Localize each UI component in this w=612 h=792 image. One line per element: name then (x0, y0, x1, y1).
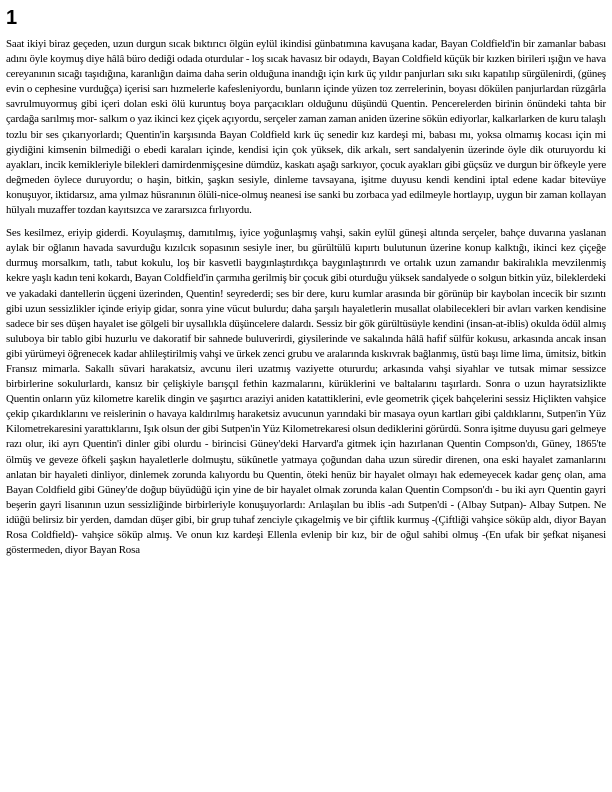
body-paragraph-2: Ses kesilmez, eriyip giderdi. Koyulaşmış, damıtılmış, iyice yoğunlaşmış vahşi, sakin eylül güneşi altında serçeler, bahçe duvarına yaslanan aylak bir oğlanın havada savurduğu kızılcık sopasının sesiyle iner, bu gürültülü kıpırtı bulutunun üzerine konup kalktığı, ikinci kez çiçeğe durmuş morsalkım, tatlı, tabut kokulu, loş bir kasvetli baygınlaştırdıkça baygınlaştırırdı ve ortalık uzun zamandır bakiralıkla mevzilenmiş kekre yaşlı kadın teni kokardı, Bayan Coldfield'in çarmıha gerilmiş bir çocuk gibi oturduğu yüksek sandalyede o solgun bitkin yüz, bileklerdeki ve yakadaki dantellerin üçgeni üzerinden, Quentin! seyrederdi; ses bir dere, kuru kumlar arasında bir görünüp bir kaybolan incecik bir sızıntı gibi uzun sessizlikler içinde eriyip gidar, sonra yine vücut bulurdu; daha şarşılı hayaletlerin musallat olabilecekleri bir avları varken kendisine sadece bir ses düşen hayalet ise gölgeli bir uysallıkla düşüncelere dalardı. Sessiz bir gök gürültüsüyle kendini (insan-at-iblis) okulda ödül almış suluboya bir tablo gibi huzurlu ve dakoratif bir sahnede buluverirdi, giysilerinde ve sakalında hâlâ hafif sülfür kokusu, arkasında ancak insan gibi yürümeyi öğrenecek kadar ahlileştirilmiş vahşi ve ürkek zenci grubu ve aralarında kıskıvrak bağlanmış, üstü başı lime lima, ümitsiz, bitkin Fransız mimarla. Sakallı süvari harakatsiz, avcunu ileri uzatmış vaziyette otururdu; arkasında vahşi siyahlar ve tutsak mimar sessizce birbirlerine sokulurlardı, kansız bir çelişkiyle barışçıl fethin kazmalarını, kürüklerini ve baltalarını taşırlardı. Sonra o uzun hayratsizlikte Quentin onların yüz kilometre karelik dingin ve şaşırtıcı araziyi aniden katattiklerini, evle geometrik çiçek bahçelerini sessiz Hiçlikten vahşice çekip çıkardıklarını ve reislerinin o havaya kaldırılmış haraketsiz avucunun yarındaki bir masaya oyun kartları gibi çaldıklarını, Sutpen'in Yüz Kilometrekaresini yarattıklarını, Işık olsun der gibi Sutpen'in Yüz Kilometrekaresi olsun dediklerini görürdü. Sonra işitme duyusu gari gelmeye razı olur, iki ayrı Quentin'i dinler gibi olurdu - birincisi Güney'deki Harvard'a gitmek için hazırlanan Quentin Compson'dı, Güney, 1865'te ölmüş ve geveze öfkeli şaşkın hayaletlerle dolmuştu, sükûnetle yatmaya çoğundan daha uzun süredir direnen, ona eski hayalet zamanlarını anlatan bir hayaleti dinliyor, dinlemek zorunda kalıyordu bu Quentin, öteki henüz bir hayalet olmayı hak edemeyecek kadar genç olan, ama Bayan Coldfield gibi Güney'de doğup büyüdüğü için yine de bir hayalet olmak zorunda kalan Quentin Compson'dı - bu iki ayrı Quentin gayri beşerin gayri lisanının uzun sessizliğinde birbirleriyle konuşuyorlardı: Arılaşılan bu iblis -adı Sutpen'di - (Albay Sutpan)- Albay Sutpen. Ne idüğü belirsiz bir yerden, damdan düşer gibi, bir grup tuhaf zenciyle çıkagelmiş ve bir çiftlik kurmuş -(Çiftliği vahşice söküp aldı, diyor Bayan Rosa Coldfield)- vahşice söküp almış. Ve onun kız kardeşi Ellenla evlenip bir kız, bir de oğul sahibi olmuş -(En ufak bir şefkat nişanesi göstermeden, diyor Bayan Rosa (6, 227, 606, 557)
body-paragraph-1: Saat ikiyi biraz geçeden, uzun durgun sıcak bıktırıcı ölgün eylül ikindisi günbatımına kavuşana kadar, Bayan Coldfield'in bir zamanlar babası adını öyle koymuş diye hâlâ büro dediği odada oturdular - loş sıcak havasız bir odaydı, Bayan Coldfield küçük bir kızken birileri ışığın ve hava cereyanının sıcağı taşıdığına, karanlığın daima daha serin olduğuna inandığı için kırk üç yıldır panjurları sıkı sıkı kapatılıp sürgülenirdi, (güneş evin o cephesine vurduğça) içerisi sarı hızmelerle kafesleniyordu, bunların içinde yüzen toz zerrelerinin, boyası dökülen panjurlardan rüzgârla savrulmuyormuş gibi içeri dolan eski ölü kuruntuş boya parçacıkları olduğunu düşündü Quentin. Pencerelerden birinin önündeki tahta bir çardağa sarılmış mor- salkım o yaz ikinci kez çiçek açıyordu, serçeler zaman zaman aniden üzerine sökün ediyorlar, kalkarlarken de kuru talaşlı tozlu bir ses çıkarıyorlardı; Quentin'in karşısında Bayan Coldfield kırk üç senedir kız kardeşi mi, babası mı, yoksa olmamış kocası için mi giydiğini kimsenin bilmediği o ebedi karaları içinde, kendisi için çok yüksek, dik arkalı, sert sandalyenin üzerinde öyle dik oturuyordu ki ayakları, incik kemikleriyle bilekleri damirdenmişçesine dümdüz, kaskatı aşağı sarkıyor, çocuk ayakları gibi güçsüz ve durgun bir öfkeyle yere değmeden öylece duruyordu; o haşin, bitkin, şaşkın sesiyle, dinleme tavsayana, işitme duyusu kendi kendini iptal edene kadar bitevüye konuşuyor, iktidarsız, ama yılmaz hüsranının ölüli-nice-olmuş neanesi ise sanki bu zorbaca yad edilmeyle hortlayıp, uygun bir zaman kollayan hülyalı muzaffer tozdan kayıtsızca ve zararsızca fırlıyordu. (6, 38, 606, 217)
chapter-number: 1 (6, 7, 18, 29)
